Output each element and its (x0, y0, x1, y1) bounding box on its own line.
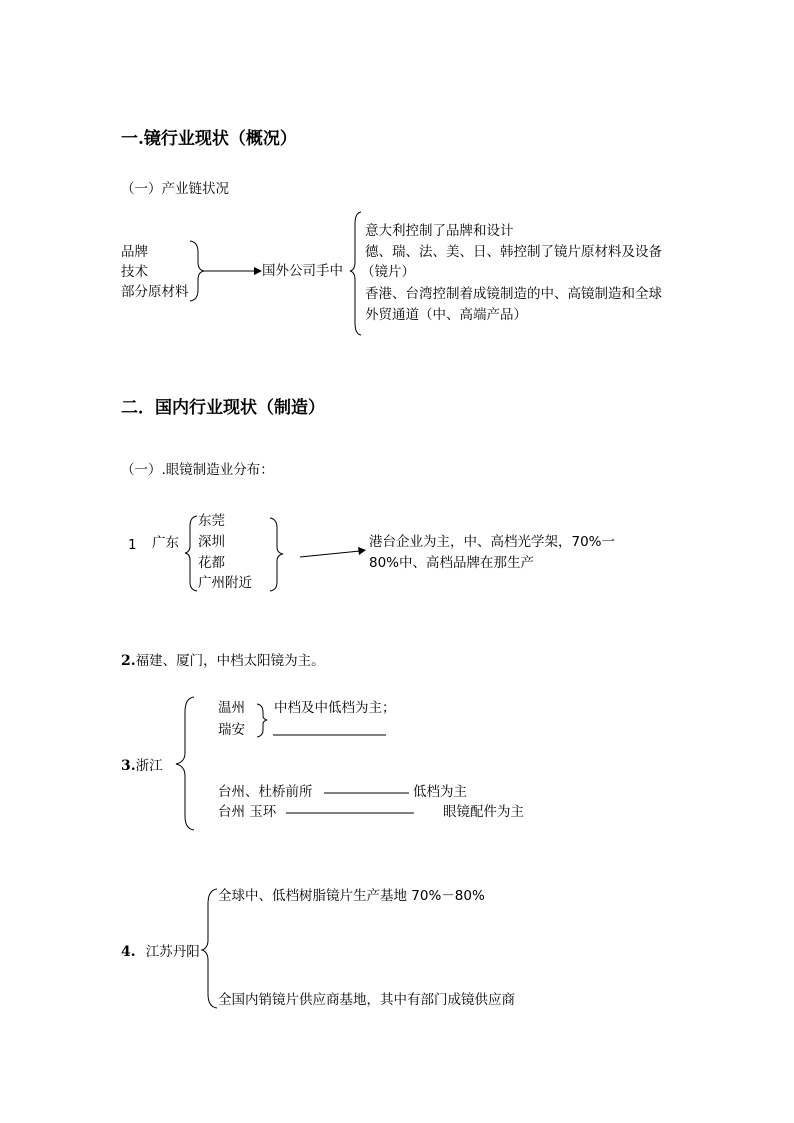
section2-subtitle: （一）.眼镜制造业分布： (121, 462, 274, 478)
supply-right-line-5: 外贸通道（中、高端产品） (365, 307, 527, 323)
zhejiang-group1-desc: 中档及中低档为主； (274, 700, 396, 716)
brace-zhejiang (176, 697, 194, 830)
supply-right-line-1: 意大利控制了品牌和设计 (365, 223, 514, 239)
jiangsu-label (121, 943, 200, 960)
brace-guangdong-left (185, 516, 197, 591)
guangdong-city-huadu: 花都 (198, 555, 225, 571)
fujian-number: 2. (121, 653, 136, 669)
section1-subtitle: （一）产业链状况 (121, 181, 229, 197)
supply-middle: 国外公司手中 (262, 263, 343, 279)
supply-right-line-2: 德、瑞、法、美、日、韩控制了镜片原材料及设备 (365, 244, 662, 260)
arrowhead-guangdong (358, 547, 366, 555)
arrowhead-supply (254, 267, 262, 275)
brace-wenzhou (257, 704, 267, 737)
brace-supply-chain-right (350, 212, 361, 335)
zhejiang-row2-left: 台州 玉环 (218, 804, 277, 820)
supply-left-item-material: 部分原材料 (121, 284, 189, 300)
zhejiang-city-ruian: 瑞安 (218, 722, 245, 738)
section1-title: 一.镜行业现状（概况） (121, 129, 297, 149)
guangdong-desc-line-1: 港台企业为主，中、高档光学架，70%一 (369, 534, 616, 550)
guangdong-desc-line-2: 80%中、高档品牌在那生产 (369, 555, 535, 571)
zhejiang-row2-right: 眼镜配件为主 (443, 804, 524, 820)
guangdong-city-guangzhou: 广州附近 (198, 575, 252, 591)
brace-supply-chain-left (190, 241, 204, 301)
jiangsu-number: 4. (121, 944, 136, 960)
supply-left-item-tech: 技术 (121, 264, 148, 280)
fujian-line (121, 652, 325, 669)
zhejiang-number: 3. (121, 758, 136, 774)
supply-left-item-brand: 品牌 (121, 244, 148, 260)
zhejiang-row1-left: 台州、杜桥前所 (218, 784, 313, 800)
supply-right-line-3: （镜片） (361, 264, 415, 280)
jiangsu-line-2: 全国内销镜片供应商基地，其中有部门成镜供应商 (218, 992, 515, 1008)
guangdong-number: 1 (128, 537, 137, 553)
brace-jiangsu (202, 889, 217, 1008)
guangdong-city-shenzhen: 深圳 (198, 534, 225, 550)
zhejiang-label (121, 757, 163, 774)
guangdong-city-dongguan: 东莞 (198, 513, 225, 529)
jiangsu-line-1: 全球中、低档树脂镜片生产基地 70%－80% (218, 888, 485, 904)
zhejiang-name: 浙江 (135, 758, 163, 774)
supply-right-line-4: 香港、台湾控制着成镜制造的中、高镜制造和全球 (365, 286, 662, 302)
section2-title: 二．国内行业现状（制造） (121, 398, 325, 418)
guangdong-name: 广东 (152, 535, 179, 551)
fujian-text: 福建、厦门，中档太阳镜为主。 (135, 653, 325, 669)
brace-guangdong-right (270, 518, 283, 591)
zhejiang-city-wenzhou: 温州 (218, 700, 245, 716)
zhejiang-row1-right: 低档为主 (413, 784, 467, 800)
arrow-line-guangdong (300, 551, 360, 557)
jiangsu-name: 江苏丹阳 (145, 944, 200, 960)
